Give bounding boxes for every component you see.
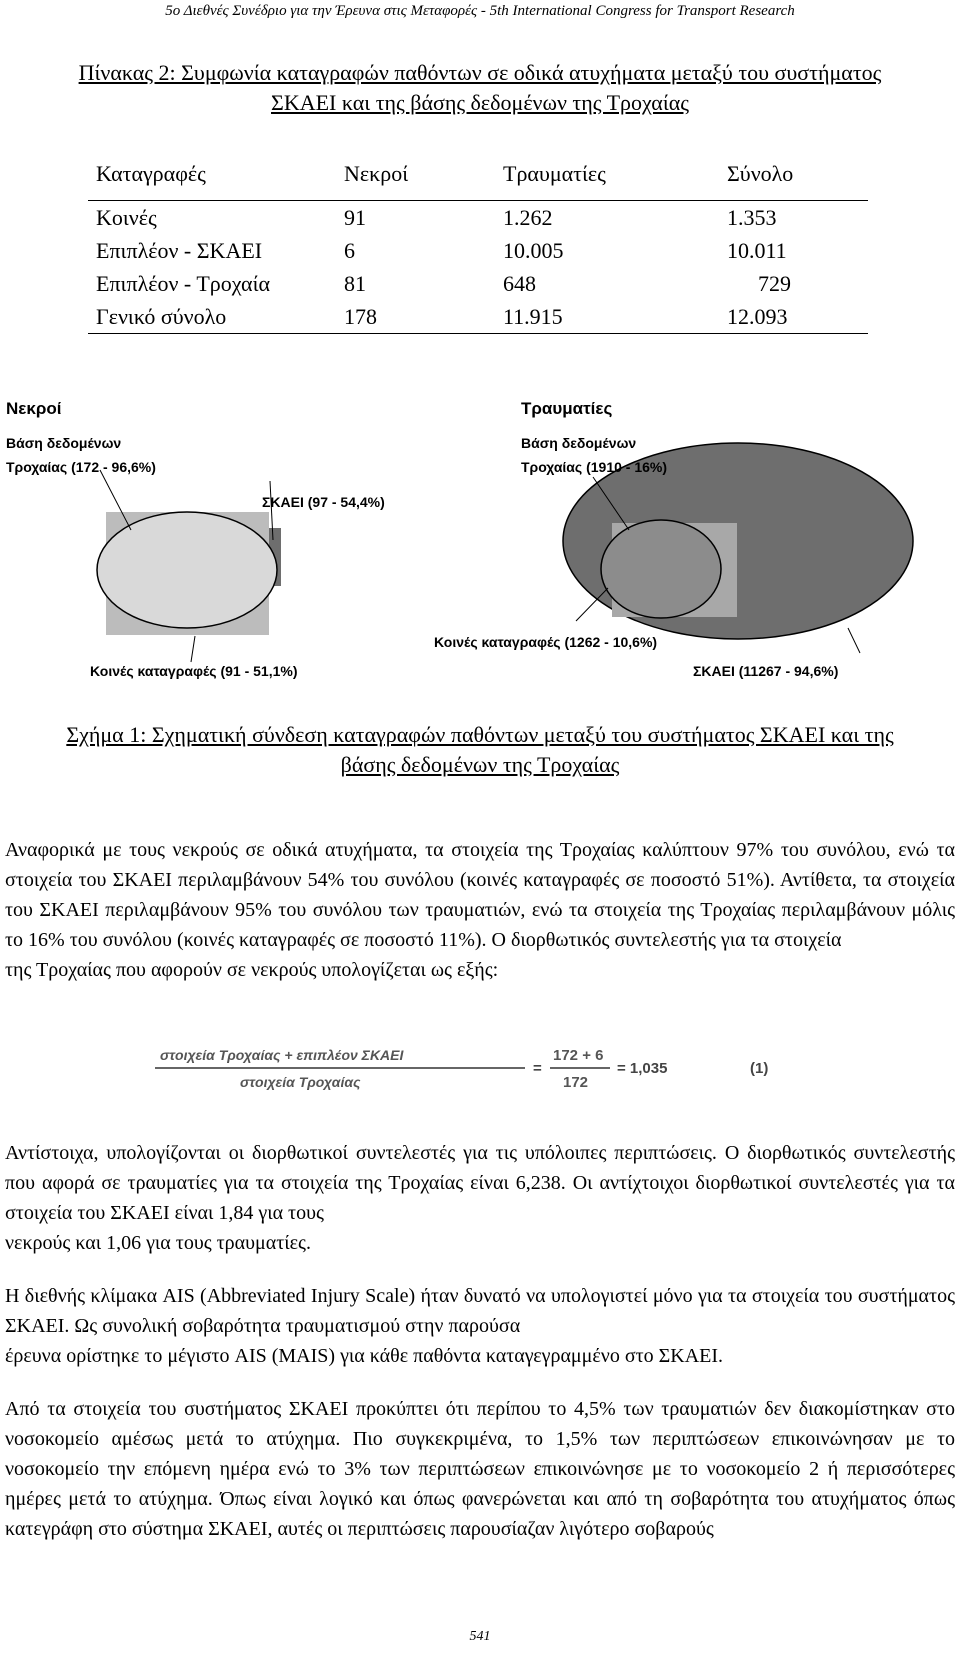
table-header-cell: Σύνολο — [719, 148, 868, 201]
table-header-cell: Τραυματίες — [495, 148, 719, 201]
left-db-label-line1: Βάση δεδομένων — [6, 435, 122, 451]
paragraph-4-body: Από τα στοιχεία του συστήματος ΣΚΑΕΙ προκύπτει ότι περίπου το 4,5% των τραυματιών δεν διακομίστηκαν στο νοσοκομείο αμέσως μετά το ατύχημα. Πιο συγκεκριμένα, το 1,5% των περιπτώσεων επικοινώνησαν με το νοσοκομείο την επόμενη ημέρα ενώ το 3% των περιπτώσεων επικοινώνησε με το νοσοκομείο 2 ή περισσότερες ημέρες μετά το ατύχημα. Όπως είναι λογικό και όπως φανερώνεται και από τη σοβαρότητα του ατυχήματος όπως κατεγράφη στο σύστημα ΣΚΑΕΙ, αυτές οι περιπτώσεις παρουσίαζαν λιγότερο σοβαρούς — [5, 1398, 955, 1540]
records-table — [88, 148, 868, 334]
table-caption-line1: Πίνακας 2: Συμφωνία καταγραφών παθόντων σε οδικά ατυχήματα μεταξύ του συστήματος — [78, 60, 882, 85]
left-db-ellipse — [97, 512, 277, 628]
left-common-label: Κοινές καταγραφές (91 - 51,1%) — [90, 663, 298, 679]
table-cell: 1.353 — [727, 204, 777, 230]
formula-equals: = — [533, 1060, 542, 1077]
formula-result: = 1,035 — [617, 1060, 668, 1077]
correction-formula — [155, 1040, 805, 1095]
paragraph-3-last-line: έρευνα ορίστηκε το μέγιστο AIS (MAIS) για κάθε παθόντα καταγεγραμμένο στο ΣΚΑΕΙ. — [5, 1345, 724, 1367]
table-cell: 729 — [758, 270, 791, 296]
formula-numerator-value: 172 + 6 — [553, 1047, 604, 1064]
right-skaei-leader — [848, 628, 860, 653]
table-cell: 178 — [336, 300, 495, 334]
table-cell: 1.262 — [503, 204, 553, 230]
figure-caption-line2: βάσης δεδομένων της Τροχαίας — [340, 752, 620, 777]
table-cell: 10.005 — [503, 237, 564, 263]
table-header-cell: Καταγραφές — [88, 148, 336, 201]
paragraph-1-body: Αναφορικά με τους νεκρούς σε οδικά ατυχήματα, τα στοιχεία της Τροχαίας καλύπτουν 97% του συνόλου, ενώ τα στοιχεία του ΣΚΑΕΙ περιλαμβάνουν 54% του συνόλου (κοινές καταγραφές σε ποσοστό 51%). Αντίθετα, τα στοιχεία του ΣΚΑΕΙ περιλαμβάνουν 95% του συνόλου των τραυματιών, ενώ τα στοιχεία της Τροχαίας περιλαμβάνουν μόλις το 16% του συνόλου (κοινές καταγραφές σε ποσοστό 11%). Ο διορθωτικός συντελεστής για τα στοιχεία — [5, 839, 955, 951]
table-cell: 11.915 — [495, 300, 719, 334]
table-cell: Γενικό σύνολο — [88, 300, 336, 334]
left-skaei-label: ΣΚΑΕΙ (97 - 54,4%) — [262, 494, 385, 510]
formula-numerator-text: στοιχεία Τροχαίας + επιπλέον ΣΚΑΕΙ — [160, 1047, 404, 1063]
right-db-label-line1: Βάση δεδομένων — [521, 435, 637, 451]
paragraph-3-body: Η διεθνής κλίμακα AIS (Abbreviated Injury Scale) ήταν δυνατό να υπολογιστεί μόνο για τα στοιχεία του συστήματος ΣΚΑΕΙ. Ως συνολική σοβαρότητα τραυματισμού στην παρούσα — [5, 1285, 955, 1337]
right-skaei-label: ΣΚΑΕΙ (11267 - 94,6%) — [693, 663, 839, 679]
table-row — [88, 201, 868, 235]
table-row — [88, 267, 868, 300]
formula-number: (1) — [750, 1060, 769, 1077]
table-cell: Επιπλέον - ΣΚΑΕΙ — [96, 237, 263, 263]
right-common-label: Κοινές καταγραφές (1262 - 10,6%) — [434, 634, 658, 650]
table-cell: Επιπλέον - Τροχαία — [96, 270, 271, 296]
table-cell: 81 — [344, 270, 366, 296]
right-db-ellipse — [601, 520, 721, 618]
table-cell: 6 — [344, 237, 355, 263]
table-cell: 91 — [344, 204, 366, 230]
right-db-label-line2: Τροχαίας (1910 - 16%) — [521, 459, 668, 475]
table-cell: Κοινές — [96, 204, 157, 230]
table-row-total — [88, 300, 868, 334]
table-row — [88, 234, 868, 267]
formula-denominator-text: στοιχεία Τροχαίας — [240, 1074, 361, 1090]
paragraph-2-body: Αντίστοιχα, υπολογίζονται οι διορθωτικοί συντελεστές για τις υπόλοιπες περιπτώσεις. Ο διορθωτικός συντελεστής που αφορά σε τραυματίες για τα στοιχεία της Τροχαίας είναι 6,238. Οι αντίχτοιχοι διορθωτικοί συντελεστές για τα στοιχεία του ΣΚΑΕΙ είναι 1,84 για τους — [5, 1142, 955, 1224]
paragraph-2-last-line: νεκρούς και 1,06 για τους τραυματίες. — [5, 1232, 311, 1254]
table-cell: 648 — [503, 270, 536, 296]
running-header: 5ο Διεθνές Συνέδριο για την Έρευνα στις Μεταφορές - 5th International Congress for Transport Research — [165, 3, 795, 19]
left-common-leader — [191, 636, 195, 662]
paragraph-2 — [5, 1138, 955, 1258]
table-header-row — [88, 148, 868, 201]
table-header-cell: Νεκροί — [336, 148, 495, 201]
paragraph-1 — [5, 835, 955, 985]
figure-caption-line1: Σχήμα 1: Σχηματική σύνδεση καταγραφών παθόντων μεταξύ του συστήματος ΣΚΑΕΙ και της — [66, 722, 894, 747]
page-number: 541 — [469, 1629, 491, 1644]
table-cell: 12.093 — [719, 300, 868, 334]
paragraph-1-last-line: της Τροχαίας που αφορούν σε νεκρούς υπολογίζεται ως εξής: — [5, 959, 499, 981]
left-diagram-title: Νεκροί — [6, 399, 62, 418]
paragraph-4 — [5, 1394, 955, 1544]
formula-denominator-value: 172 — [563, 1074, 589, 1091]
paragraph-3 — [5, 1281, 955, 1371]
table-caption-line2: ΣΚΑΕΙ και της βάσης δεδομένων της Τροχαίας — [271, 90, 689, 115]
table-cell: 10.011 — [727, 237, 787, 263]
right-diagram-title: Τραυματίες — [521, 399, 613, 418]
left-db-label-line2: Τροχαίας (172 - 96,6%) — [6, 459, 156, 475]
